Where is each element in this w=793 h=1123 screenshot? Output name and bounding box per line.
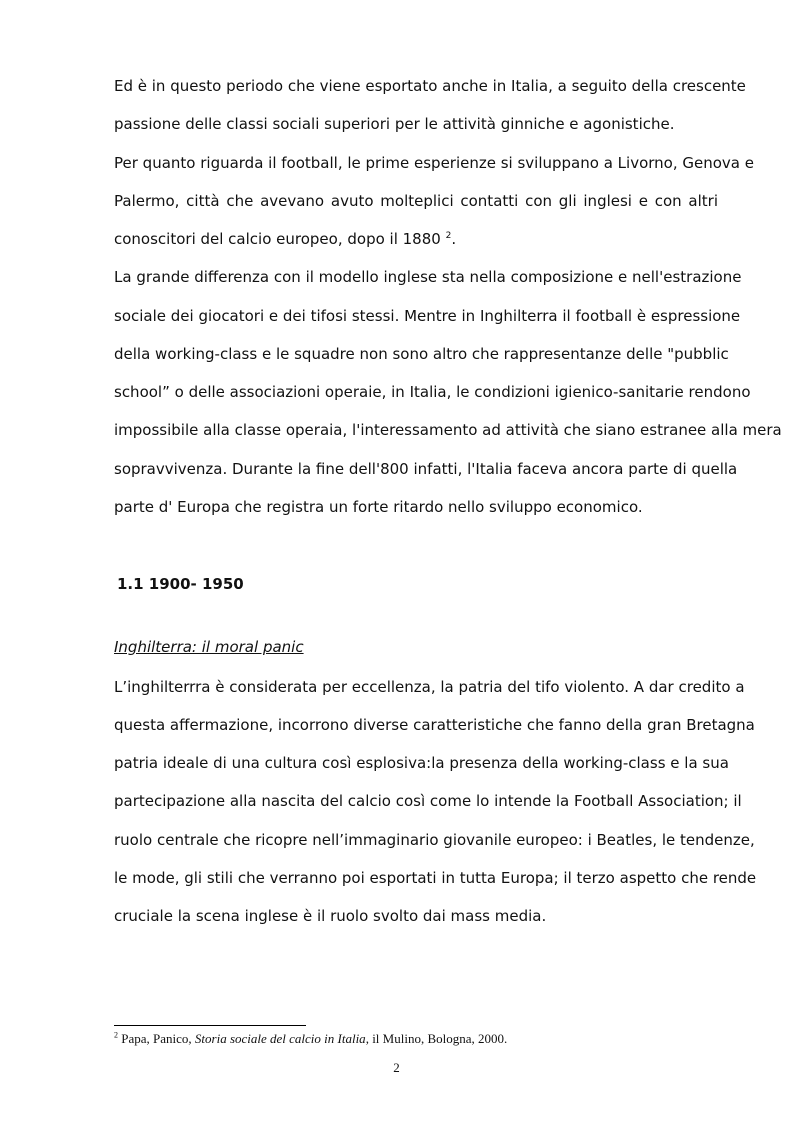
body-line: partecipazione alla nascita del calcio così come lo intende la Football Association; il xyxy=(114,792,742,810)
body-line: impossibile alla classe operaia, l'interessamento ad attività che siano estranee alla mera xyxy=(114,421,782,439)
body-line: Per quanto riguarda il football, le prime esperienze si sviluppano a Livorno, Genova e xyxy=(114,154,754,172)
body-line: La grande differenza con il modello inglese sta nella composizione e nell'estrazione xyxy=(114,268,742,286)
body-line: L’inghilterrra è considerata per eccellenza, la patria del tifo violento. A dar credito a xyxy=(114,678,745,696)
body-line: sociale dei giocatori e dei tifosi stessi. Mentre in Inghilterra il football è espressione xyxy=(114,307,741,325)
footnote-separator xyxy=(114,1025,306,1026)
body-line: questa affermazione, incorrono diverse caratteristiche che fanno della gran Bretagna xyxy=(114,716,755,734)
footnote-mark: 2 xyxy=(114,1030,118,1040)
footnote-reference: 2 xyxy=(445,231,452,241)
section-heading: 1.1 1900- 1950 xyxy=(117,575,244,593)
body-line-with-footnote xyxy=(114,229,718,249)
body-line: parte d' Europa che registra un forte ritardo nello sviluppo economico. xyxy=(114,498,643,516)
body-line: Ed è in questo periodo che viene esportato anche in Italia, a seguito della crescente xyxy=(114,77,746,95)
footnote-title: Storia sociale del calcio in Italia xyxy=(194,1031,366,1046)
subsection-heading: Inghilterra: il moral panic xyxy=(114,638,304,656)
footnote-publisher: , il Mulino, Bologna, 2000. xyxy=(365,1031,508,1046)
body-line: school” o delle associazioni operaie, in Italia, le condizioni igienico-sanitarie rendono xyxy=(114,383,751,401)
body-text: . xyxy=(451,230,457,248)
body-line: sopravvivenza. Durante la fine dell'800 infatti, l'Italia faceva ancora parte di quella xyxy=(114,460,738,478)
footnote xyxy=(114,1031,507,1047)
body-line: le mode, gli stili che verranno poi esportati in tutta Europa; il terzo aspetto che rende xyxy=(114,869,757,887)
body-text: conoscitori del calcio europeo, dopo il 1880 xyxy=(114,230,441,248)
body-line: passione delle classi sociali superiori per le attività ginniche e agonistiche. xyxy=(114,115,675,133)
body-line: patria ideale di una cultura così esplosiva:la presenza della working-class e la sua xyxy=(114,754,729,772)
body-line: cruciale la scena inglese è il ruolo svolto dai mass media. xyxy=(114,907,547,925)
body-line: ruolo centrale che ricopre nell’immaginario giovanile europeo: i Beatles, le tendenze, xyxy=(114,831,755,849)
page-number: 2 xyxy=(393,1060,400,1075)
body-line: della working-class e le squadre non sono altro che rappresentanze delle "pubblic xyxy=(114,345,729,363)
body-line: Palermo, città che avevano avuto molteplici contatti con gli inglesi e con altri xyxy=(114,192,718,210)
footnote-authors: Papa, Panico, xyxy=(121,1031,195,1046)
